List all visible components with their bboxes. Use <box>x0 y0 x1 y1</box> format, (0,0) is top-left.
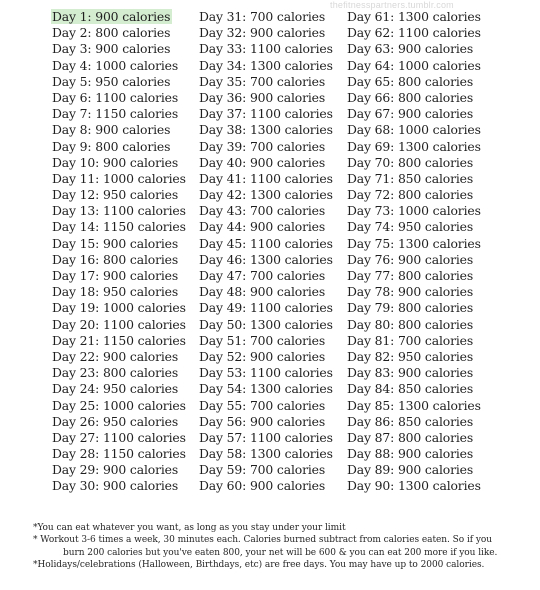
day-entry-text: Day 55: 700 calories <box>199 397 326 413</box>
day-entry <box>347 478 481 494</box>
day-entry <box>347 25 481 41</box>
day-entry <box>52 236 186 252</box>
day-entry <box>347 365 481 381</box>
day-entry-text: Day 74: 950 calories <box>347 219 474 235</box>
day-entry <box>199 414 333 430</box>
day-entry <box>52 349 186 365</box>
day-entry-text: Day 50: 1300 calories <box>199 316 333 332</box>
day-entry <box>199 187 333 203</box>
note-workout: * Workout 3-6 times a week, 30 minutes each. Calories burned subtract from calories eaten. So if you <box>33 535 493 546</box>
day-entry-text: Day 47: 700 calories <box>199 268 326 283</box>
day-entry-text: Day 26: 950 calories <box>52 413 179 429</box>
day-entry <box>347 187 481 203</box>
day-entry <box>52 41 186 57</box>
day-entry-text: Day 15: 900 calories <box>52 235 179 251</box>
day-entry <box>347 381 481 397</box>
day-entry-text: Day 11: 1000 calories <box>52 170 186 186</box>
day-entry <box>52 414 186 430</box>
day-entry <box>347 74 481 90</box>
day-entry-text: Day 84: 850 calories <box>347 381 474 397</box>
day-entry <box>199 333 333 349</box>
day-entry <box>199 139 333 155</box>
day-entry-text: Day 34: 1300 calories <box>199 57 333 73</box>
day-entry <box>199 349 333 365</box>
day-entry <box>199 252 333 268</box>
notes-section <box>33 522 523 572</box>
day-entry <box>52 219 186 235</box>
day-entry <box>347 155 481 171</box>
day-entry-text: Day 22: 900 calories <box>52 348 179 364</box>
day-entry-text: Day 72: 800 calories <box>347 187 474 203</box>
day-entry-text: Day 70: 800 calories <box>347 154 474 170</box>
day-entry-text: Day 76: 900 calories <box>347 251 474 267</box>
day-entry-text: Day 83: 900 calories <box>347 365 474 381</box>
day-entry-text: Day 44: 900 calories <box>199 219 326 235</box>
day-entry <box>52 90 186 106</box>
day-entry <box>347 284 481 300</box>
day-entry <box>347 349 481 365</box>
day-entry <box>52 333 186 349</box>
day-entry-text: Day 38: 1300 calories <box>199 122 333 138</box>
day-entry-text: Day 67: 900 calories <box>347 106 474 122</box>
day-entry-text: Day 66: 800 calories <box>347 89 474 105</box>
column-days-31-60 <box>199 9 333 495</box>
column-days-61-90 <box>347 9 481 495</box>
day-entry <box>199 300 333 316</box>
day-entry-text: Day 81: 700 calories <box>347 332 474 348</box>
day-entry-text: Day 16: 800 calories <box>52 251 179 267</box>
day-entry <box>347 106 481 122</box>
day-entry <box>52 203 186 219</box>
day-entry-text: Day 36: 900 calories <box>199 89 326 105</box>
day-entry <box>199 106 333 122</box>
day-entry <box>199 219 333 235</box>
day-entry <box>347 317 481 333</box>
day-entry <box>52 187 186 203</box>
day-entry-text: Day 30: 900 calories <box>52 478 179 494</box>
day-entry-text: Day 41: 1100 calories <box>199 170 333 186</box>
day-entry-text: Day 3: 900 calories <box>52 41 171 57</box>
day-entry <box>199 381 333 397</box>
day-entry <box>199 398 333 414</box>
column-days-1-30 <box>52 9 186 495</box>
day-entry <box>52 252 186 268</box>
day-entry <box>199 462 333 478</box>
day-entry <box>347 300 481 316</box>
day-entry <box>347 139 481 155</box>
day-entry-text: Day 14: 1150 calories <box>52 219 186 235</box>
day-entry <box>347 9 481 25</box>
day-entry-text: Day 31: 700 calories <box>199 9 326 24</box>
day-entry <box>347 90 481 106</box>
day-entry-text: Day 12: 950 calories <box>52 187 179 203</box>
day-entry <box>347 398 481 414</box>
day-entry-text: Day 87: 800 calories <box>347 429 474 445</box>
day-entry <box>52 317 186 333</box>
day-entry-text: Day 1: 900 calories <box>52 9 171 24</box>
day-entry <box>52 462 186 478</box>
day-entry-text: Day 71: 850 calories <box>347 170 474 186</box>
day-entry-text: Day 85: 1300 calories <box>347 397 481 413</box>
day-entry <box>199 203 333 219</box>
day-entry-text: Day 42: 1300 calories <box>199 187 333 203</box>
day-entry-text: Day 28: 1150 calories <box>52 446 186 462</box>
day-entry <box>347 333 481 349</box>
day-entry-text: Day 9: 800 calories <box>52 138 171 154</box>
day-entry-text: Day 7: 1150 calories <box>52 106 179 122</box>
day-entry <box>52 300 186 316</box>
day-entry <box>52 478 186 494</box>
day-entry <box>199 122 333 138</box>
day-entry-text: Day 79: 800 calories <box>347 300 474 316</box>
day-entry-text: Day 17: 900 calories <box>52 268 179 283</box>
day-entry <box>52 430 186 446</box>
day-entry-text: Day 49: 1100 calories <box>199 300 333 316</box>
day-entry-text: Day 2: 800 calories <box>52 25 171 41</box>
day-entry <box>199 236 333 252</box>
day-entry-text: Day 58: 1300 calories <box>199 446 333 462</box>
day-entry <box>52 398 186 414</box>
day-entry <box>347 122 481 138</box>
day-entry-text: Day 21: 1150 calories <box>52 332 186 348</box>
day-entry <box>199 74 333 90</box>
day-entry <box>199 58 333 74</box>
day-entry-text: Day 40: 900 calories <box>199 154 326 170</box>
day-entry-text: Day 53: 1100 calories <box>199 365 333 381</box>
day-entry-text: Day 62: 1100 calories <box>347 25 481 41</box>
day-entry-text: Day 25: 1000 calories <box>52 397 186 413</box>
day-entry-text: Day 46: 1300 calories <box>199 251 333 267</box>
day-entry-text: Day 5: 950 calories <box>52 73 171 89</box>
day-entry <box>199 284 333 300</box>
day-entry <box>52 365 186 381</box>
day-entry <box>52 58 186 74</box>
day-entry-text: Day 77: 800 calories <box>347 268 474 283</box>
day-entry-text: Day 86: 850 calories <box>347 413 474 429</box>
day-entry-text: Day 73: 1000 calories <box>347 203 481 219</box>
day-entry-text: Day 45: 1100 calories <box>199 235 333 251</box>
day-entry-text: Day 27: 1100 calories <box>52 429 186 445</box>
day-entry-text: Day 64: 1000 calories <box>347 57 481 73</box>
day-entry <box>199 171 333 187</box>
day-entry <box>52 284 186 300</box>
day-entry-text: Day 4: 1000 calories <box>52 57 179 73</box>
day-entry <box>199 155 333 171</box>
day-entry <box>347 58 481 74</box>
day-entry-text: Day 80: 800 calories <box>347 316 474 332</box>
day-entry <box>52 74 186 90</box>
note-eat-whatever: *You can eat whatever you want, as long as you stay under your limit <box>33 523 346 533</box>
day-entry <box>52 25 186 41</box>
day-entry-text: Day 33: 1100 calories <box>199 41 333 57</box>
day-entry <box>52 381 186 397</box>
day-entry <box>347 236 481 252</box>
day-entry-text: Day 8: 900 calories <box>52 122 171 138</box>
day-entry-text: Day 19: 1000 calories <box>52 300 186 316</box>
day-entry-text: Day 63: 900 calories <box>347 41 474 57</box>
watermark-text: thefitnesspartners.tumblr.com <box>330 0 454 10</box>
day-entry-text: Day 59: 700 calories <box>199 462 326 478</box>
day-entry-text: Day 89: 900 calories <box>347 462 474 478</box>
day-entry-text: Day 69: 1300 calories <box>347 138 481 154</box>
day-entry-text: Day 32: 900 calories <box>199 25 326 41</box>
day-entry-text: Day 37: 1100 calories <box>199 106 333 122</box>
day-entry <box>52 268 186 284</box>
day-entry-text: Day 13: 1100 calories <box>52 203 186 219</box>
day-entry <box>347 414 481 430</box>
day-entry <box>199 478 333 494</box>
day-entry-text: Day 82: 950 calories <box>347 348 474 364</box>
day-entry-text: Day 68: 1000 calories <box>347 122 481 138</box>
day-entry-text: Day 29: 900 calories <box>52 462 179 478</box>
day-entry <box>52 446 186 462</box>
day-entry <box>52 139 186 155</box>
day-entry <box>52 9 186 25</box>
day-entry <box>199 268 333 284</box>
day-entry-text: Day 39: 700 calories <box>199 138 326 154</box>
day-entry-text: Day 90: 1300 calories <box>347 478 481 494</box>
day-entry <box>347 268 481 284</box>
day-entry-text: Day 61: 1300 calories <box>347 9 481 24</box>
day-entry <box>347 462 481 478</box>
day-entry <box>52 155 186 171</box>
day-entry <box>199 9 333 25</box>
day-entry <box>347 219 481 235</box>
day-entry-text: Day 60: 900 calories <box>199 478 326 494</box>
day-entry <box>199 25 333 41</box>
day-entry <box>52 122 186 138</box>
day-entry-text: Day 18: 950 calories <box>52 284 179 300</box>
day-entry-text: Day 6: 1100 calories <box>52 89 179 105</box>
day-entry-text: Day 52: 900 calories <box>199 348 326 364</box>
day-entry-text: Day 56: 900 calories <box>199 413 326 429</box>
day-entry-text: Day 48: 900 calories <box>199 284 326 300</box>
day-entry <box>347 430 481 446</box>
day-entry-text: Day 24: 950 calories <box>52 381 179 397</box>
day-entry-text: Day 88: 900 calories <box>347 446 474 462</box>
day-entry <box>347 41 481 57</box>
day-entry <box>199 446 333 462</box>
day-entry <box>199 365 333 381</box>
day-entry-text: Day 65: 800 calories <box>347 73 474 89</box>
day-entry <box>347 446 481 462</box>
day-entry <box>347 252 481 268</box>
day-entry <box>52 106 186 122</box>
day-entry-text: Day 23: 800 calories <box>52 365 179 381</box>
day-entry-text: Day 57: 1100 calories <box>199 429 333 445</box>
day-entry <box>199 317 333 333</box>
day-entry-text: Day 54: 1300 calories <box>199 381 333 397</box>
day-entry-text: Day 43: 700 calories <box>199 203 326 219</box>
day-entry <box>199 41 333 57</box>
note-workout-continued: burn 200 calories but you've eaten 800, your net will be 600 & you can eat 200 more if you like. <box>63 547 498 558</box>
day-entry-text: Day 51: 700 calories <box>199 332 326 348</box>
day-entry-text: Day 10: 900 calories <box>52 154 179 170</box>
day-entry <box>199 90 333 106</box>
note-holidays: *Holidays/celebrations (Halloween, Birthdays, etc) are free days. You may have up to 2000 calories. <box>33 560 485 571</box>
day-entry <box>199 430 333 446</box>
day-entry-text: Day 35: 700 calories <box>199 73 326 89</box>
day-entry <box>347 203 481 219</box>
day-entry-text: Day 75: 1300 calories <box>347 235 481 251</box>
day-entry-text: Day 78: 900 calories <box>347 284 474 300</box>
day-entry-text: Day 20: 1100 calories <box>52 316 186 332</box>
day-entry <box>52 171 186 187</box>
day-entry <box>347 171 481 187</box>
